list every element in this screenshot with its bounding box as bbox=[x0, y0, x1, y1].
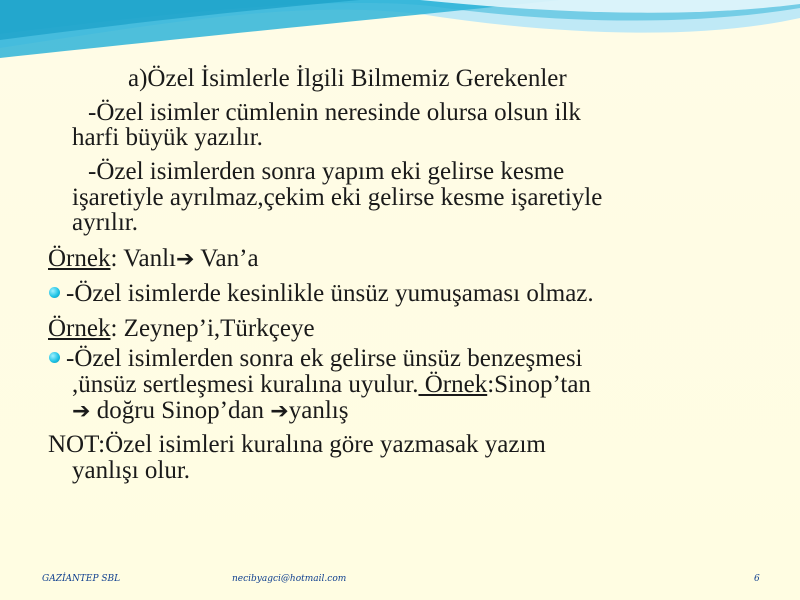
bullet-2-line-2-after: :Sinop’tan bbox=[487, 371, 591, 398]
example-2-text: : Zeynep’i,Türkçeye bbox=[110, 315, 315, 342]
note-line-2: yanlışı olur. bbox=[72, 457, 191, 484]
bullet-1-text: -Özel isimlerde kesinlikle ünsüz yumuşaması olmaz. bbox=[66, 280, 594, 307]
example-2 bbox=[48, 316, 315, 342]
example-1-label: Örnek bbox=[48, 245, 111, 272]
example-1-text-before: : Vanlı bbox=[110, 245, 176, 272]
example-2-label: Örnek bbox=[48, 315, 111, 342]
round-bullet-icon bbox=[49, 287, 60, 298]
slide-heading: a)Özel İsimlerle İlgili Bilmemiz Gerekenler bbox=[128, 65, 567, 92]
footer-email: necibyagci@hotmail.com bbox=[232, 574, 347, 584]
note-line-1: NOT:Özel isimleri kuralına göre yazmasak yazım bbox=[48, 431, 546, 458]
bullet-2-line-3 bbox=[72, 398, 348, 425]
page-number: 6 bbox=[754, 574, 760, 584]
paragraph-2-line-2: işaretiyle ayrılmaz,çekim eki gelirse kesme işaretiyle bbox=[72, 184, 603, 211]
paragraph-2-line-3: ayrılır. bbox=[72, 209, 138, 236]
right-arrow-icon: ➔ bbox=[176, 247, 195, 272]
paragraph-1-line-2: harfi büyük yazılır. bbox=[72, 124, 263, 151]
right-arrow-icon: ➔ bbox=[72, 399, 91, 424]
paragraph-1-line-1: -Özel isimler cümlenin neresinde olursa olsun ilk bbox=[88, 99, 581, 126]
right-arrow-icon: ➔ bbox=[270, 399, 289, 424]
paragraph-2-line-1: -Özel isimlerden sonra yapım eki gelirse kesme bbox=[88, 158, 565, 185]
bullet-2-line-3-b: yanlış bbox=[288, 397, 349, 424]
bullet-2-line-1: -Özel isimlerden sonra ek gelirse ünsüz benzeşmesi bbox=[66, 345, 583, 372]
example-1 bbox=[48, 246, 259, 273]
bullet-2-line-2 bbox=[72, 372, 591, 398]
bullet-2-example-label: Örnek bbox=[418, 371, 488, 398]
example-1-text-after: Van’a bbox=[194, 245, 259, 272]
round-bullet-icon bbox=[49, 352, 60, 363]
bullet-2-line-2-text: ,ünsüz sertleşmesi kuralına uyulur. bbox=[72, 371, 419, 398]
footer-author: GAZİANTEP SBL bbox=[42, 574, 121, 584]
bullet-2-line-3-a: doğru Sinop’dan bbox=[90, 397, 271, 424]
